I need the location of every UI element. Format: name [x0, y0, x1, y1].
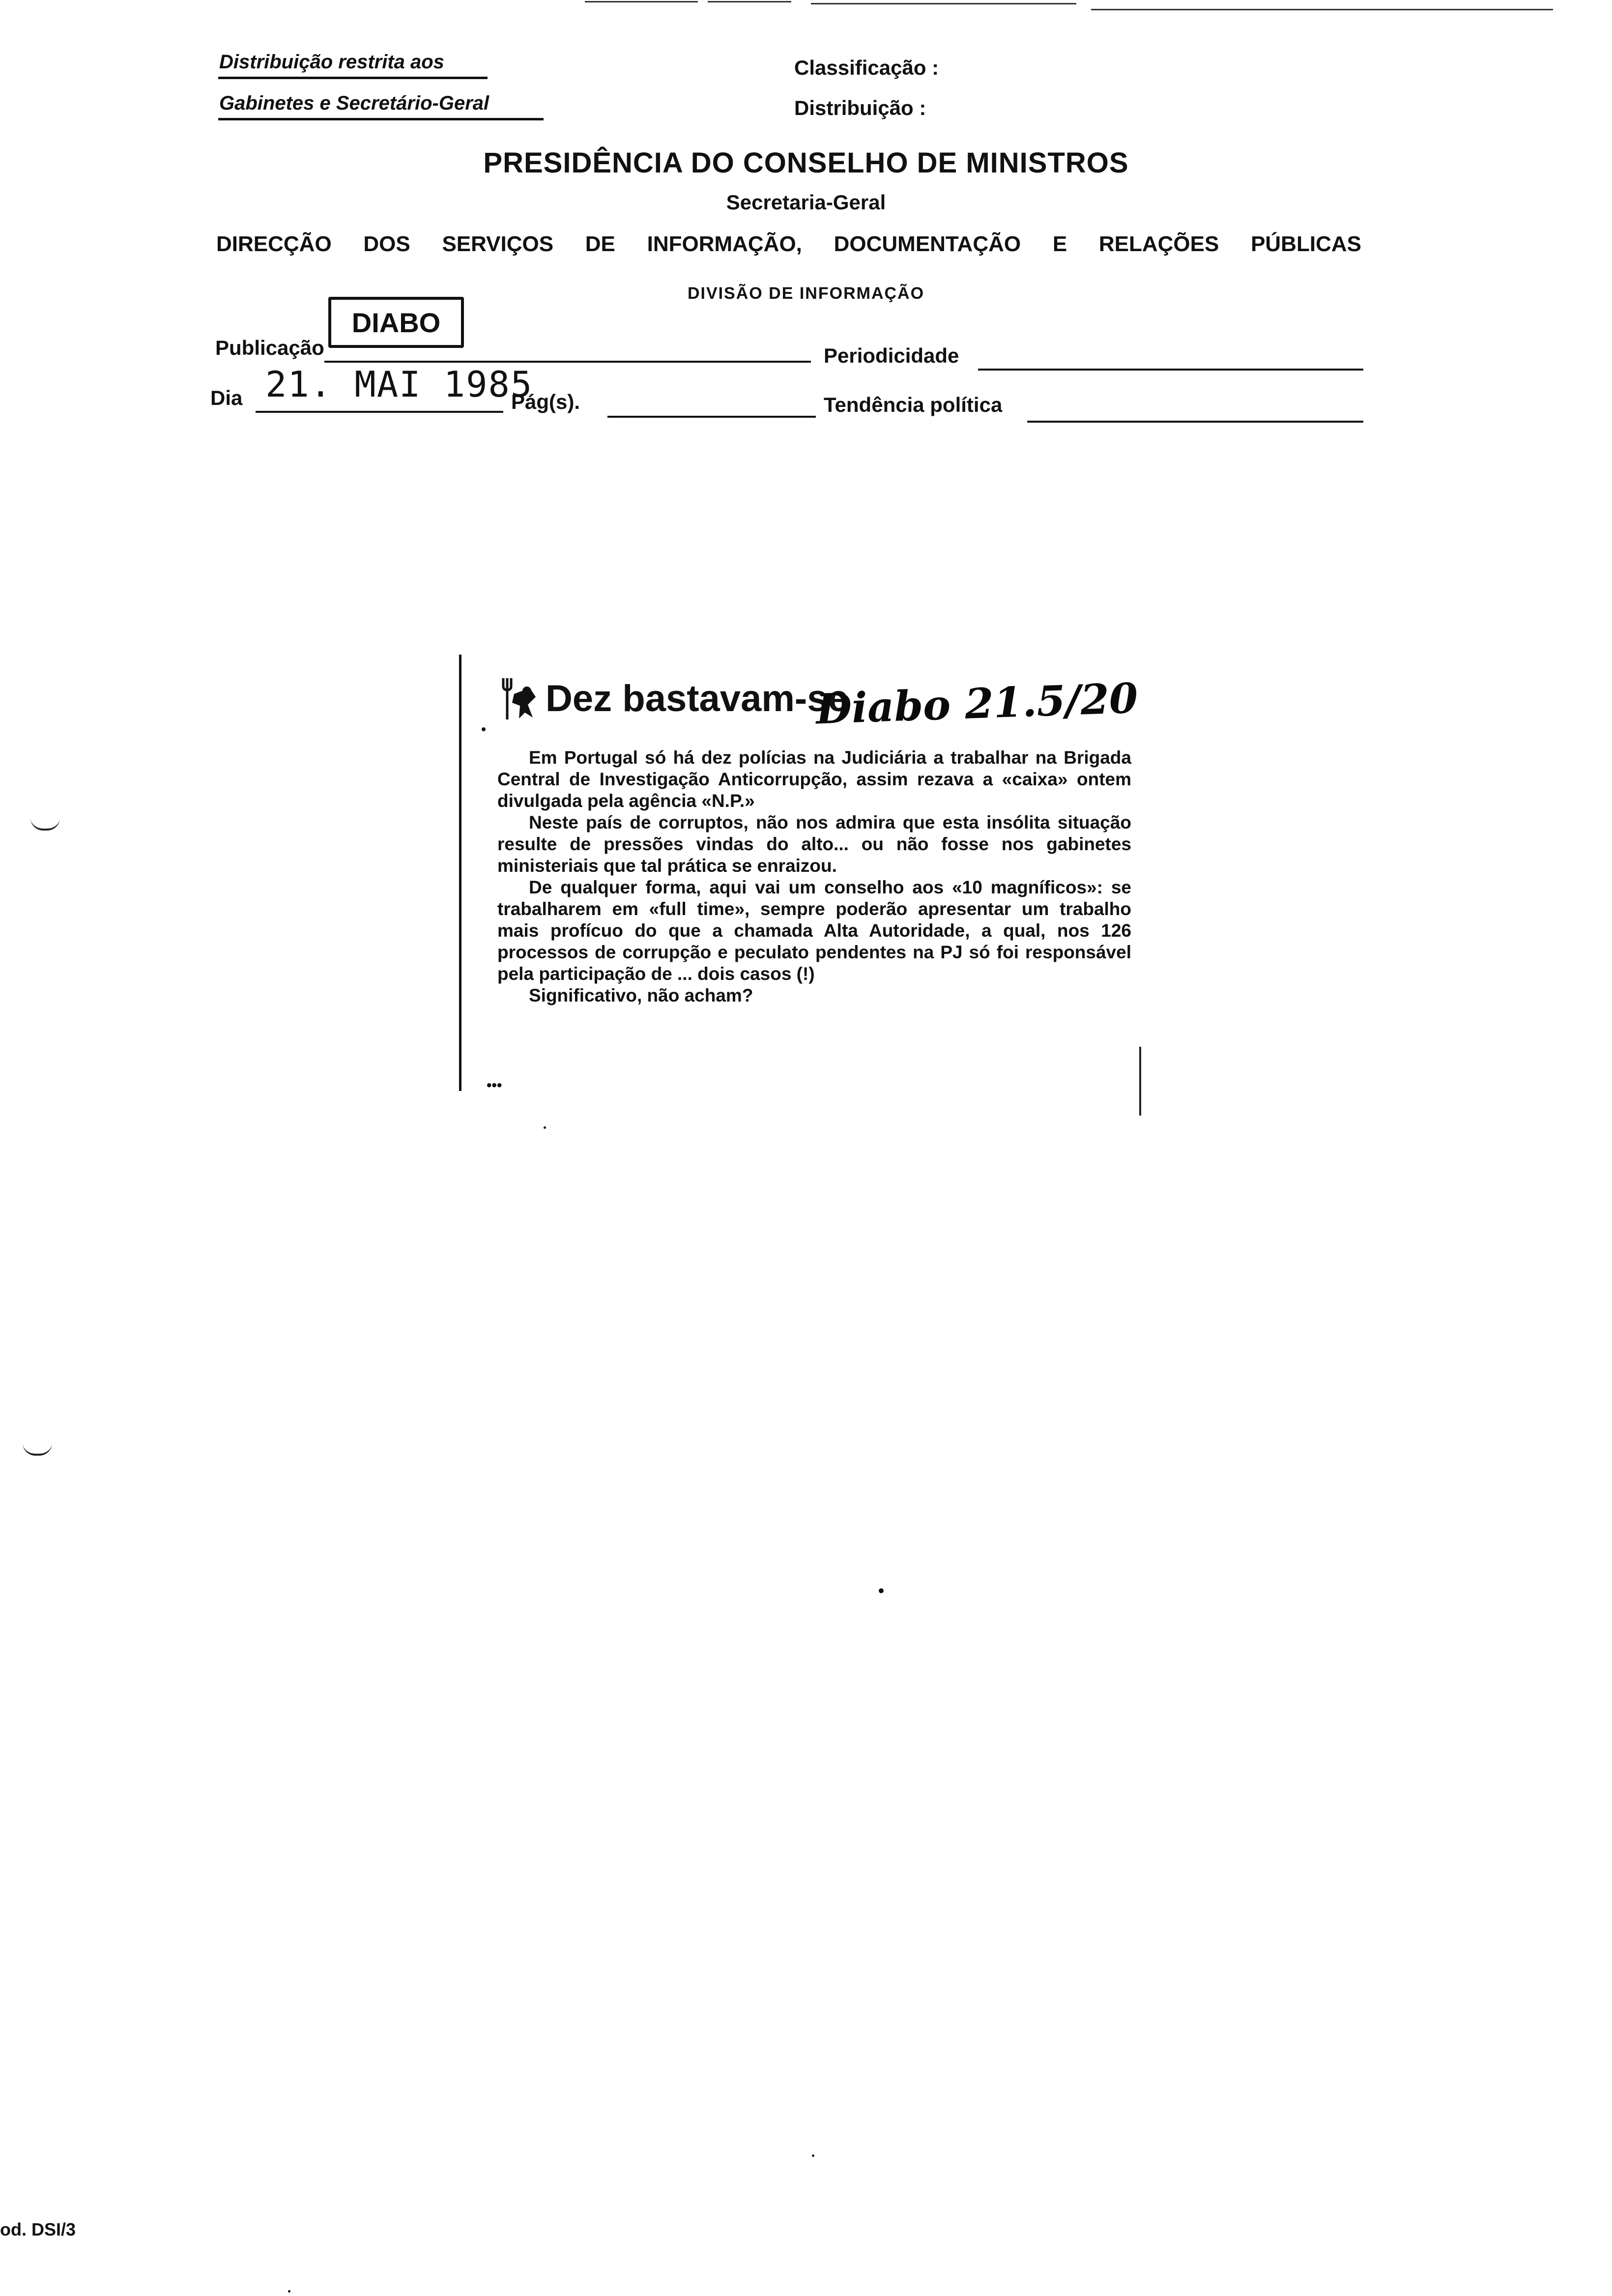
clipping-paragraph: Significativo, não acham? — [529, 985, 753, 1005]
dia-line — [256, 411, 503, 413]
periodicidade-line — [978, 369, 1363, 371]
secretaria-geral: Secretaria-Geral — [726, 191, 886, 214]
scan-line — [708, 1, 791, 2]
scan-mark — [23, 1443, 52, 1456]
restricted-distribution-line2: Gabinetes e Secretário-Geral — [219, 92, 489, 114]
direccao-word: E — [1052, 232, 1067, 256]
direccao-word: DIRECÇÃO — [216, 232, 332, 256]
date-stamp: 21. MAI 1985 — [265, 364, 533, 405]
publicacao-label: Publicação — [215, 336, 324, 359]
restricted-distribution-line1: Distribuição restrita aos — [219, 51, 444, 73]
direccao-word: RELAÇÕES — [1098, 232, 1219, 256]
scan-speck — [544, 1126, 546, 1129]
direccao-word: DOCUMENTAÇÃO — [834, 232, 1021, 256]
divisao-title: DIVISÃO DE INFORMAÇÃO — [687, 284, 925, 303]
direccao-word: SERVIÇOS — [442, 232, 554, 256]
handwritten-annotation: Diabo 21.5/20 — [815, 673, 1139, 734]
clipping-paragraph: Neste país de corruptos, não nos admira que esta insólita situação resulte de pressões vindas do alto... ou não fosse nos gabinetes ministeriais que tal prática se enraizou. — [497, 812, 1131, 876]
scan-speck — [812, 2154, 814, 2157]
scan-speck — [879, 1588, 884, 1593]
direccao-word: DE — [585, 232, 615, 256]
scan-speck — [288, 2290, 290, 2293]
clipping-headline — [546, 677, 849, 720]
restricted-underline — [218, 77, 488, 79]
scan-line — [811, 3, 1076, 4]
clipping-right-rule — [1139, 1047, 1141, 1116]
pags-label: Pág(s). — [511, 390, 580, 413]
scan-speck — [482, 727, 486, 731]
scan-line — [585, 1, 698, 2]
devil-icon — [499, 674, 539, 721]
dia-label: Dia — [210, 386, 243, 409]
publicacao-line — [324, 361, 811, 363]
periodicidade-label: Periodicidade — [824, 344, 959, 367]
direccao-word: DOS — [363, 232, 410, 256]
restricted-underline — [218, 118, 544, 120]
publication-value: DIABO — [351, 307, 441, 338]
clipping-body — [497, 747, 1131, 1006]
clipping-left-rule — [459, 655, 461, 1091]
form-code: od. DSI/3 — [0, 2219, 76, 2239]
clipping-headline-text: Dez bastavam-se — [546, 678, 849, 719]
org-title: PRESIDÊNCIA DO CONSELHO DE MINISTROS — [483, 147, 1129, 179]
tendencia-line — [1027, 421, 1363, 423]
clipping-end-mark: ••• — [487, 1077, 502, 1093]
direccao-word: PÚBLICAS — [1251, 232, 1361, 256]
clipping-paragraph: Em Portugal só há dez polícias na Judiciária a trabalhar na Brigada Central de Investigação Anticorrupção, assim rezava a «caixa» ontem divulgada pela agência «N.P.» — [497, 747, 1131, 811]
clipping-paragraph: De qualquer forma, aqui vai um conselho aos «10 magníficos»: se trabalharem em «full time», sempre poderão apresentar um trabalho mais profícuo do que a chamada Alta Autoridade, a qual, nos 126 processos de corrupção e peculato pendentes na PJ só foi responsável pela participação de ... dois casos (!) — [497, 877, 1131, 984]
direccao-title — [216, 232, 1361, 257]
classificacao-label: Classificação : — [794, 56, 939, 79]
distribuicao-label: Distribuição : — [794, 96, 926, 119]
scan-mark — [30, 818, 60, 831]
tendencia-label: Tendência política — [824, 393, 1003, 416]
direccao-word: INFORMAÇÃO, — [647, 232, 802, 256]
scan-line — [1091, 9, 1553, 10]
pags-line — [607, 416, 816, 418]
publication-stamp — [328, 297, 464, 348]
